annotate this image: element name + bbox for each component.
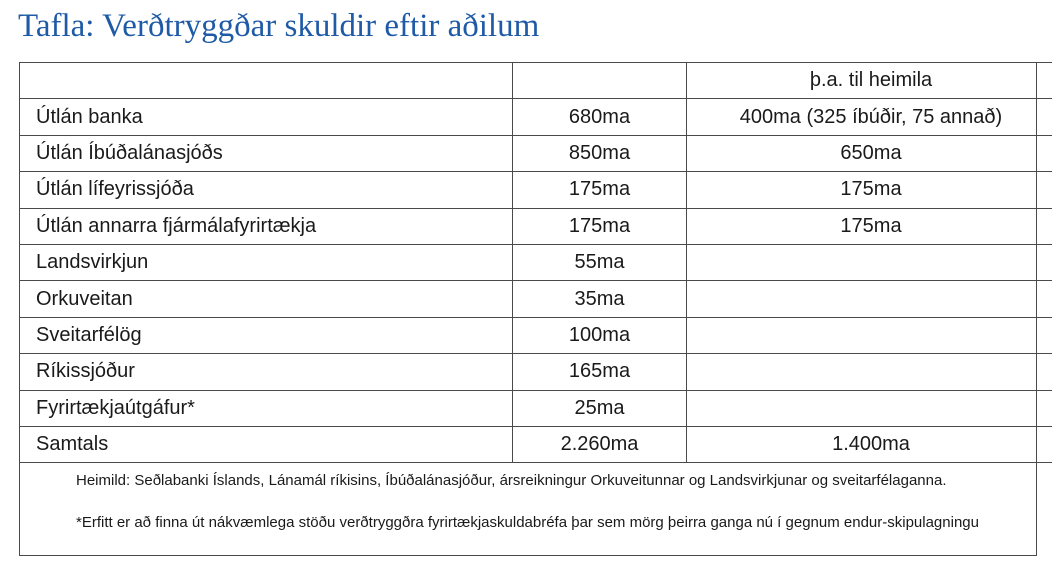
row-total: 850ma	[513, 135, 687, 171]
row-households	[687, 317, 1052, 353]
row-households: 400ma (325 íbúðir, 75 annað)	[687, 99, 1052, 135]
row-households: 175ma	[687, 208, 1052, 244]
row-total: 680ma	[513, 99, 687, 135]
source-note: Heimild: Seðlabanki Íslands, Lánamál ríkisins, Íbúðalánasjóður, ársreikningur Orkuveitunnar og Landsvirkjunar og sveitarfélaganna.	[76, 472, 947, 489]
row-households	[687, 281, 1052, 317]
row-label: Sveitarfélög	[20, 317, 513, 353]
row-label: Orkuveitan	[20, 281, 513, 317]
table-row	[20, 208, 1052, 244]
table-row	[20, 317, 1052, 353]
table-row	[20, 390, 1052, 426]
row-households	[687, 244, 1052, 280]
table-row	[20, 354, 1052, 390]
row-label: Ríkissjóður	[20, 354, 513, 390]
table-row	[20, 244, 1052, 280]
table-total-row	[20, 426, 1052, 462]
row-label: Útlán lífeyrissjóða	[20, 172, 513, 208]
row-total: 175ma	[513, 172, 687, 208]
table-row	[20, 135, 1052, 171]
footnote: *Erfitt er að finna út nákvæmlega stöðu verðtryggðra fyrirtækjaskuldabréfa þar sem mörg þeirra ganga nú í gegnum endur-skipulagningu	[76, 514, 979, 531]
row-total: 165ma	[513, 354, 687, 390]
table-frame	[19, 62, 1037, 556]
row-total: 35ma	[513, 281, 687, 317]
row-households: 1.400ma	[687, 426, 1052, 462]
row-total: 25ma	[513, 390, 687, 426]
row-total: 55ma	[513, 244, 687, 280]
row-label: Útlán Íbúðalánasjóðs	[20, 135, 513, 171]
row-total: 175ma	[513, 208, 687, 244]
row-total: 2.260ma	[513, 426, 687, 462]
row-label: Útlán annarra fjármálafyrirtækja	[20, 208, 513, 244]
row-label: Fyrirtækjaútgáfur*	[20, 390, 513, 426]
table-row	[20, 99, 1052, 135]
row-households	[687, 354, 1052, 390]
row-total: 100ma	[513, 317, 687, 353]
header-cell-households: þ.a. til heimila	[687, 63, 1052, 99]
row-households: 175ma	[687, 172, 1052, 208]
header-cell-total	[513, 63, 687, 99]
row-label: Útlán banka	[20, 99, 513, 135]
row-households: 650ma	[687, 135, 1052, 171]
page-title: Tafla: Verðtryggðar skuldir eftir aðilum	[18, 8, 540, 44]
debt-table	[19, 62, 1052, 463]
table-row	[20, 281, 1052, 317]
table-row	[20, 172, 1052, 208]
header-cell-entity	[20, 63, 513, 99]
row-label: Samtals	[20, 426, 513, 462]
row-households	[687, 390, 1052, 426]
table-header-row	[20, 63, 1052, 99]
row-label: Landsvirkjun	[20, 244, 513, 280]
